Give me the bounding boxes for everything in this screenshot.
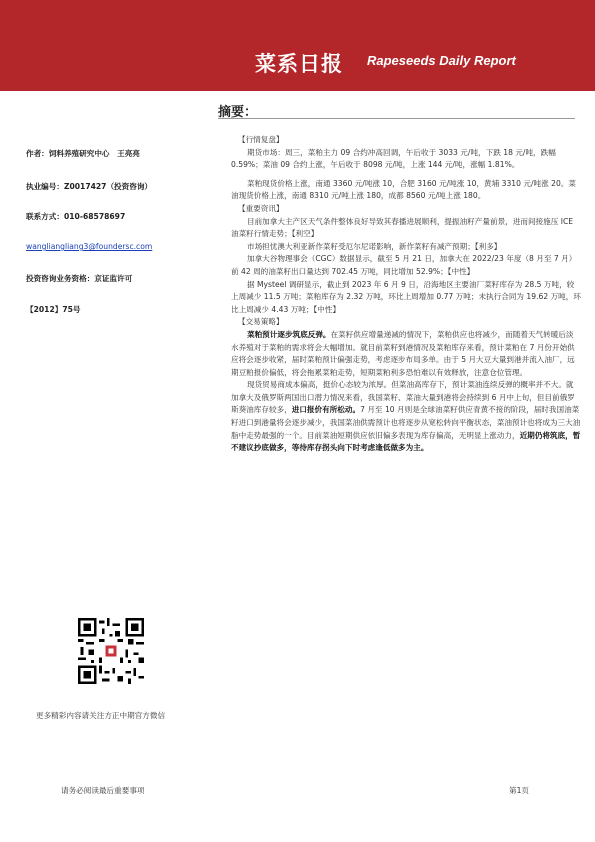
strategy-oil-paragraph: [231, 379, 581, 455]
qr-caption: 更多精彩内容请关注方正中期官方微信: [36, 711, 166, 720]
news-item-mysteel-stocks: 据 Mysteel 调研显示，截止到 2023 年 6 月 9 日，沿海地区主要油厂菜籽库存为 28.5 万吨，较上周减少 11.5 万吨；菜粕库存为 2.32 万吨，环比上周增加 0.77 万吨；未执行合同为 19.62 万吨，环比上周减少 4.43 万吨；【中性】: [231, 279, 581, 314]
footer-disclaimer: 请务必阅读最后重要事项: [61, 786, 145, 795]
qualification-line: 投资咨询业务资格：京证监许可: [26, 274, 133, 283]
summary-heading: 摘要：: [218, 105, 258, 120]
strategy-meal-paragraph: [231, 329, 581, 379]
email-link[interactable]: wangliangliang3@foundersc.com: [26, 242, 153, 251]
phone-line: 联系方式：010-68578697: [26, 212, 126, 221]
market-tag: 【行情复盘】: [238, 135, 284, 144]
strategy-meal-text: 在菜籽供应增量递减的情况下，菜粕供应也将减少，而随着天气转暖后淡水养殖对于菜粕的需求将会大幅增加。就目前菜籽到港情况及菜粕库存来看，预计菜粕在 7 月份开始供应将会逐步收紧，届时菜粕预计偏强走势，考虑逐步布局多单。由于 5 月大豆大量到港并流入油厂，远期豆粕报价偏低，将会拖累菜粕走势，短期菜粕利多恐怕难以有效释放，注意仓位管理。: [231, 329, 575, 377]
heading-divider: [218, 118, 575, 119]
news-item-cgc-exports: 加拿大谷物理事会（CGC）数据显示，截至 5 月 21 日，加拿大在 2022/23 年度（8 月至 7 月）前 42 周的油菜籽出口量达到 702.45 万吨，同比增加 52.9%；【中性】: [231, 254, 577, 276]
qualification-number: 【2012】75号: [26, 305, 81, 314]
strategy-tag: 【交易策略】: [238, 317, 284, 327]
report-subtitle: Rapeseeds Daily Report: [367, 53, 516, 68]
market-futures-paragraph: 期货市场：周三，菜粕主力 09 合约冲高回调，午后收于 3033 元/吨，下跌 18 元/吨，跌幅 0.59%；菜油 09 合约上涨，午后收于 8098 元/吨，上涨 144 元/吨，涨幅 1.81%。: [231, 147, 556, 170]
news-item-australia: 市场担忧澳大利亚新作菜籽受厄尔尼诺影响，新作菜籽有减产预期；【利多】: [247, 241, 502, 251]
news-tag: 【重要资讯】: [238, 203, 284, 213]
page-number: 第1页: [509, 786, 530, 795]
market-spot-paragraph: 菜粕现货价格上涨，南通 3360 元/吨涨 10，合肥 3160 元/吨涨 10，黄埔 3310 元/吨涨 20。菜油现货价格上涨，南通 8310 元/吨上涨 180，成都 8560 元/吨上涨 180。: [231, 178, 576, 201]
report-title: 菜系日报: [255, 52, 343, 76]
news-item-canada-weather: 目前加拿大主产区天气条件整体良好导致其春播进展顺利，提振油籽产量前景，进而间接施压 ICE 油菜籽行情走势；【利空】: [231, 216, 574, 239]
strategy-oil-conclusion: 近期仍将筑底，暂不建议抄底做多，等待库存拐头向下时考虑逢低做多为主。: [231, 430, 581, 453]
summary-body: [231, 134, 581, 455]
strategy-oil-highlight: 进口报价有所松动。: [291, 405, 361, 415]
author-line: 作者：饲料养殖研究中心 王亮亮: [26, 149, 140, 158]
wechat-qr-code: [78, 618, 144, 684]
strategy-meal-headline: 菜粕预计逐步筑底反弹。: [247, 329, 331, 339]
strategy-oil-text-a: 现货贸易商成本偏高，挺价心态较为浓厚。但菜油高库存下，预计菜油连续反弹的概率并不大。就加拿大及俄罗斯两国出口潜力情况来看，我国菜籽、菜油大量到港将会持续到 6 月中上旬，但目前俄罗斯葵油库存较多，: [231, 380, 575, 415]
license-line: 执业编号：Z0017427（投资咨询）: [26, 182, 153, 191]
header-banner: [0, 0, 595, 91]
strategy-oil-text-b: 7 月至 10 月则是全球油菜籽供应青黄不接的阶段，届时我国油菜籽进口到港量将会逐步减少，我国菜油供需预计也将逐步从宽松转向平衡状态，菜油预计也将成为三大油脂中走势最强的一个。目前菜油短期供应依旧偏多表现为库存偏高，无明显上涨动力，: [231, 405, 581, 440]
